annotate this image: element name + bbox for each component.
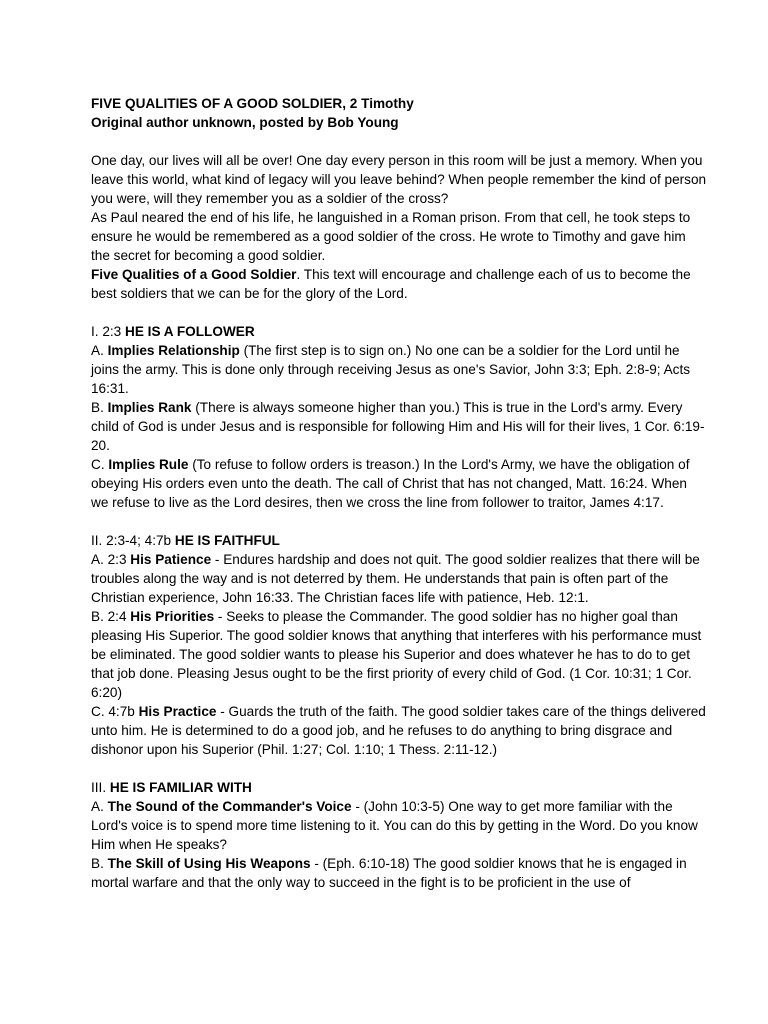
document-author: Original author unknown, posted by Bob Young xyxy=(91,115,399,130)
section-heading: I. 2:3 HE IS A FOLLOWER xyxy=(91,324,255,339)
document-header xyxy=(91,94,708,132)
intro-bold-phrase: Five Qualities of a Good Soldier xyxy=(91,267,297,282)
section-item: C. Implies Rule (To refuse to follow orders is treason.) In the Lord's Army, we have the obligation of obeying His orders even unto the death. The call of Christ that has not changed, Matt. 16:24. When we refuse to live as the Lord desires, then we cross the line from follower to traitor, James 4:17. xyxy=(91,457,690,510)
section-item: A. 2:3 His Patience - Endures hardship and does not quit. The good soldier realizes that there will be troubles along the way and is not deterred by them. He understands that pain is often part of the Christian experience, John 16:33. The Christian faces life with patience, Heb. 12:1. xyxy=(91,552,700,605)
section-item: A. Implies Relationship (The first step is to sign on.) No one can be a soldier for the Lord until he joins the army. This is done only through receiving Jesus as one's Savior, John 3:3; Eph. 2:8-9; Acts 16:31. xyxy=(91,343,691,396)
section-item: B. Implies Rank (There is always someone higher than you.) This is true in the Lord's army. Every child of God is under Jesus and is responsible for following Him and His will for their lives, 1 Cor. 6:19-20. xyxy=(91,400,705,453)
section-item: B. The Skill of Using His Weapons - (Eph. 6:10-18) The good soldier knows that he is engaged in mortal warfare and that the only way to succeed in the fight is to be proficient in the use of xyxy=(91,856,687,890)
section-heading: III. HE IS FAMILIAR WITH xyxy=(91,780,252,795)
section-item: C. 4:7b His Practice - Guards the truth of the faith. The good soldier takes care of the things delivered unto him. He is determined to do a good job, and he refuses to do anything to bring disgrace and dishonor upon his Superior (Phil. 1:27; Col. 1:10; 1 Thess. 2:11-12.) xyxy=(91,704,706,757)
section-item: A. The Sound of the Commander's Voice - (John 10:3-5) One way to get more familiar with the Lord's voice is to spend more time listening to it. You can do this by getting in the Word. Do you know Him when He speaks? xyxy=(91,799,698,852)
section-heading: II. 2:3-4; 4:7b HE IS FAITHFUL xyxy=(91,533,280,548)
section-follower xyxy=(91,322,708,512)
intro-paragraph-3 xyxy=(91,265,708,303)
document-title: FIVE QUALITIES OF A GOOD SOLDIER, 2 Timothy xyxy=(91,96,414,111)
intro-section xyxy=(91,151,708,303)
section-familiar xyxy=(91,778,708,892)
section-faithful xyxy=(91,531,708,759)
section-item: B. 2:4 His Priorities - Seeks to please the Commander. The good soldier has no higher goal than pleasing His Superior. The good soldier knows that anything that interferes with his performance must be eliminated. The good soldier wants to please his Superior and does whatever he has to do to get that job done. Pleasing Jesus ought to be the first priority of every child of God. (1 Cor. 10:31; 1 Cor. 6:20) xyxy=(91,609,702,700)
intro-paragraph-2: As Paul neared the end of his life, he languished in a Roman prison. From that cell, he took steps to ensure he would be remembered as a good soldier of the cross. He wrote to Timothy and gave him the secret for becoming a good soldier. xyxy=(91,210,691,263)
intro-paragraph-1: One day, our lives will all be over! One day every person in this room will be just a memory. When you leave this world, what kind of legacy will you leave behind? When people remember the kind of person you were, will they remember you as a soldier of the cross? xyxy=(91,153,707,206)
intro-paragraph-3-text: . This text will encourage and challenge each of us to become the best soldiers that we can be for the glory of the Lord. xyxy=(91,267,691,301)
